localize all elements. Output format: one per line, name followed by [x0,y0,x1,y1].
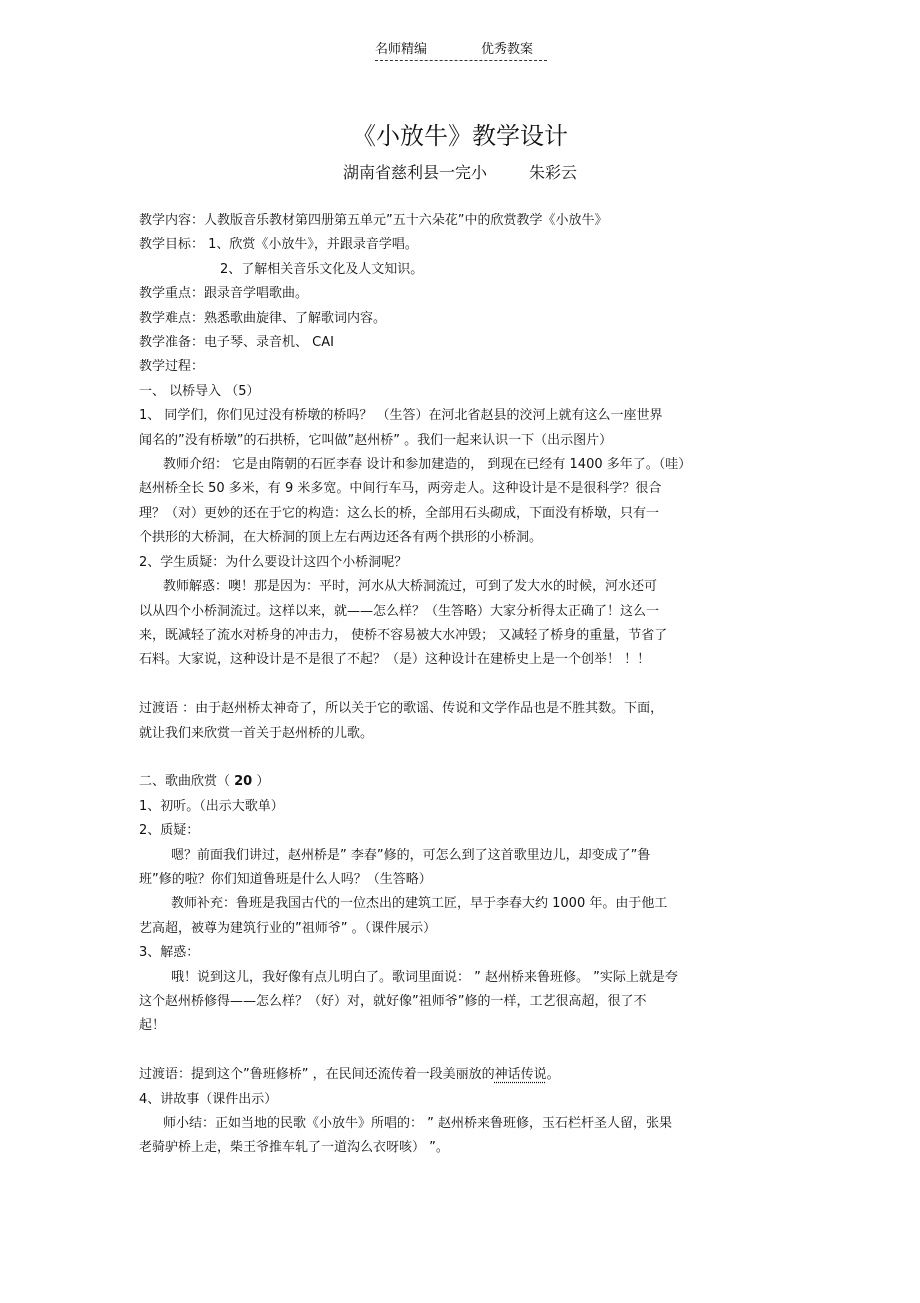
paragraph-line: 班”修的啦？你们知道鲁班是什么人吗？（生答略） [139,871,432,887]
paragraph-line: 赵州桥全长 50 多米，有 9 米多宽。中间行车马，两旁走人。这种设计是不是很科学？很合 [139,481,662,497]
paragraph-line: 来，既减轻了流水对桥身的冲击力， 使桥不容易被大水冲毁； 又减轻了桥身的重量，节省了 [139,627,668,643]
page-header [0,40,920,60]
paragraph-line: 个拱形的大桥洞，在大桥洞的顶上左右两边还各有两个拱形的小桥洞。 [139,530,543,546]
paragraph-line: 老骑驴桥上走，柴王爷推车轧了一道沟么衣呀咳） ”。 [139,1140,449,1156]
paragraph-line: 教学内容：人教版音乐教材第四册第五单元”五十六朵花”中的欣赏教学《小放牛》 [139,213,608,228]
paragraph-line: 起！ [139,1018,166,1034]
paragraph-line [139,1063,799,1087]
paragraph-line: 2、质疑： [139,823,200,839]
paragraph-line: 教学目标： 1、欣赏《小放牛》，并跟录音学唱。 [139,237,418,253]
transition-end: 。 [546,1067,560,1083]
paragraph-line: 理？（对）更妙的还在于它的构造：这么长的桥，全部用石头砌成，下面没有桥墩，只有一 [139,505,660,521]
paragraph-line: 3、解惑： [139,945,200,961]
paragraph-line: 就让我们来欣赏一首关于赵州桥的儿歌。 [139,725,374,741]
paragraph-line: 4、讲故事（课件出示） [139,1091,278,1107]
paragraph-line: 教师介绍： 它是由隋朝的石匠李春 设计和参加建造的， 到现在已经有 1400 多年了。（哇） [163,457,692,473]
section-minutes: 20 [234,774,253,790]
section-heading [139,770,799,794]
paragraph-line: 嗯？前面我们讲过，赵州桥是” 李春”修的，可怎么到了这首歌里边儿，却变成了”鲁 [171,847,651,863]
author-school: 湖南省慈利县一完小 [342,163,487,182]
paragraph-line: 闻名的”没有桥墩”的石拱桥，它叫做”赵州桥” 。我们一起来认识一下（出示图片） [139,432,613,448]
paragraph-line: 哦！说到这儿，我好像有点儿明白了。歌词里面说： ” 赵州桥来鲁班修。 ”实际上就是夸 [171,969,678,985]
paragraph-line: 这个赵州桥修得——怎么样？（好）对，就好像”祖师爷”修的一样，工艺很高超，很了不 [139,993,647,1009]
paragraph-line: 1、初听。（出示大歌单） [139,798,284,814]
section-heading-text: 二、歌曲欣赏（ [139,774,235,790]
paragraph-line: 石料。大家说，这种设计是不是很了不起？（是）这种设计在建桥史上是一个创举！ ！！ [139,652,651,668]
paragraph-line: 教师补充：鲁班是我国古代的一位杰出的建筑工匠，早于李春大约 1000 年。由于他工 [171,896,668,912]
paragraph-line: 过渡语 ：由于赵州桥太神奇了，所以关于它的歌谣、传说和文学作品也是不胜其数。下面， [139,701,664,717]
header-right-label: 优秀教案 [481,42,534,57]
paragraph-line: 教学重点：跟录音学唱歌曲。 [139,286,309,302]
paragraph-line: 1、 同学们，你们见过没有桥墩的桥吗？ （生答）在河北省赵县的洨河上就有这么一座世界 [139,408,663,424]
transition-text: 过渡语：提到这个”鲁班修桥” ，在民间还流传着一段美丽放的 [139,1067,495,1083]
document-title: 《小放牛》教学设计 [352,122,568,150]
paragraph-line: 师小结：正如当地的民歌《小放牛》所唱的： ” 赵州桥来鲁班修，玉石栏杆圣人留，张果 [163,1115,673,1131]
header-left-label: 名师精编 [375,42,428,57]
paragraph-line: 2、了解相关音乐文化及人文知识。 [220,261,424,277]
header-divider [375,60,547,61]
paragraph-line: 2、学生质疑：为什么要设计这四个小桥洞呢？ [139,554,408,570]
section-heading: 一、 以桥导入 （5） [139,383,260,399]
document-subtitle [0,161,920,185]
paragraph-line: 教师解惑：噢！那是因为：平时，河水从大桥洞流过，可到了发大水的时候，河水还可 [163,579,658,595]
section-heading-close: ） [252,774,270,790]
paragraph-line: 艺高超，被尊为建筑行业的”祖师爷” 。（课件展示） [139,920,437,936]
paragraph-line: 教学准备：电子琴、录音机、 CAI [139,335,334,351]
document-body [139,209,799,1161]
transition-emphasis: 神话传说 [494,1067,547,1083]
paragraph-line: 教学难点：熟悉歌曲旋律、了解歌词内容。 [139,310,387,326]
paragraph-line: 教学过程： [139,359,205,375]
paragraph-line: 以从四个小桥洞流过。这样以来，就——怎么样？（生答略）大家分析得太正确了！这么一 [139,603,660,619]
author-name: 朱彩云 [529,163,578,182]
